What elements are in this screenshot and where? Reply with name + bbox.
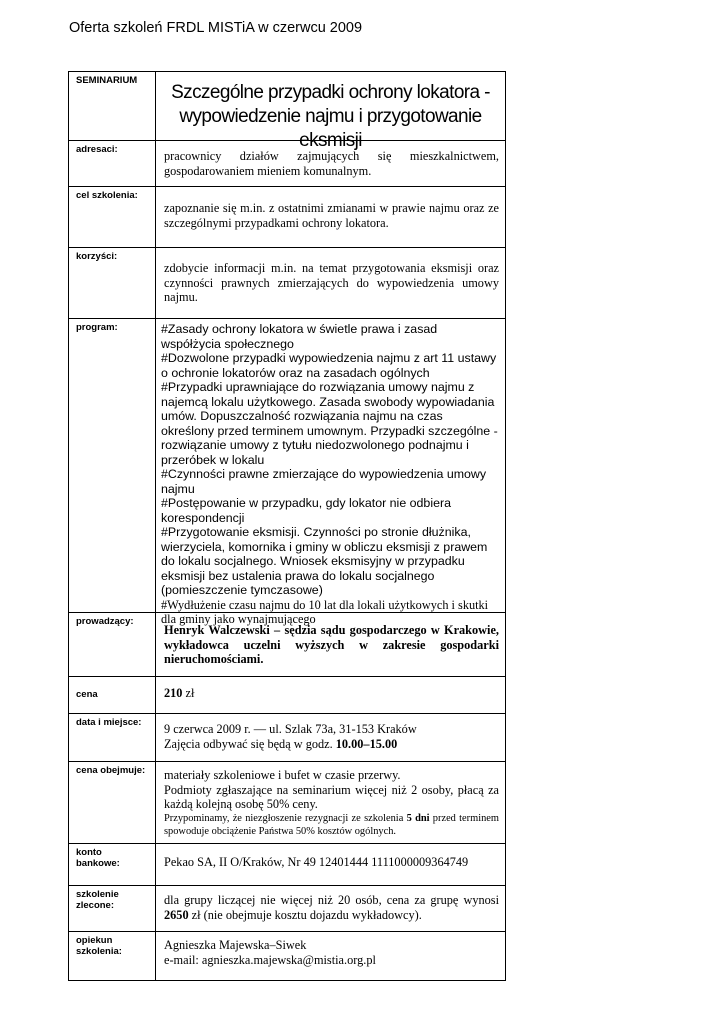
date-place-line1: 9 czerwca 2009 r. — ul. Szlak 73a, 31-153 Kraków <box>164 722 417 736</box>
label-supervisor-line2: szkolenia: <box>76 946 122 957</box>
commissioned-suffix: zł (nie obejmuje kosztu dojazdu wykładowcy). <box>191 907 422 922</box>
price-includes-line1: materiały szkoleniowe i bufet w czasie przerwy. <box>164 768 401 782</box>
label-bank-account <box>69 844 156 885</box>
hours-prefix: Zajęcia odbywać się będą w godz. <box>164 736 333 751</box>
label-supervisor <box>69 932 156 980</box>
program-item: #Zasady ochrony lokatora w świetle prawa i zasad współżycia społecznego <box>161 322 438 351</box>
row-benefits <box>69 248 505 319</box>
commissioned-amount: 2650 <box>164 907 189 922</box>
label-commissioned <box>69 886 156 931</box>
bank-account-text: Pekao SA, II O/Kraków, Nr 49 12401444 1111000009364749 <box>164 855 469 869</box>
label-benefits: korzyści: <box>69 248 156 318</box>
label-addressees: adresaci: <box>69 141 156 186</box>
price-includes-text <box>156 762 505 843</box>
price-includes-line2: Podmioty zgłaszające na seminarium więcej niż 2 osoby, płacą za każdą kolejną osobę 50% ceny. <box>164 782 499 811</box>
program-item: #Przypadki uprawniające do rozwiązania umowy najmu z najemcą lokalu użytkowego. Zasada swobody wypowiadania umów. Dopuszczalność rozwiązania najmu na czas określony przed terminem umownym. Przypadki szczególne - rozwiązanie umowy z tytułu niedozwolonego podnajmu i przeróbek w lokalu <box>161 380 498 467</box>
program-list <box>156 319 505 626</box>
label-bank-line2: bankowe: <box>76 858 120 869</box>
training-offer-table <box>68 71 506 981</box>
supervisor-text <box>156 932 505 980</box>
program-item-last: #Wydłużenie czasu najmu do 10 lat dla lokali użytkowych i skutki dla gminy jako wynajmującego <box>161 597 489 626</box>
supervisor-email[interactable]: e-mail: agnieszka.majewska@mistia.org.pl <box>164 952 376 967</box>
label-price: cena <box>69 677 156 713</box>
commissioned-prefix: dla grupy liczącej nie więcej niż 20 osób, cena za grupę wynosi <box>164 893 499 907</box>
cancellation-note <box>164 812 499 838</box>
label-commissioned-line2: zlecone: <box>76 900 115 911</box>
seminar-title: Szczególne przypadki ochrony lokatora - wypowiedzenie najmu i przygotowanie eksmisji <box>171 82 490 151</box>
label-goal: cel szkolenia: <box>69 187 156 247</box>
row-date-place <box>69 714 505 762</box>
row-addressees <box>69 141 505 187</box>
page-header: Oferta szkoleń FRDL MISTiA w czerwcu 2009 <box>69 20 363 36</box>
price-amount: 210 <box>164 686 183 700</box>
label-program: program: <box>69 319 156 612</box>
program-item: #Przygotowanie eksmisji. Czynności po stronie dłużnika, wierzyciela, komornika i gminy w obliczu eksmisji z prawem do lokalu socjalnego. Wniosek eksmisyjny w przypadku eksmisji bez ustalenia prawa do lokalu socjalnego (pomieszczenie tymczasowe) <box>161 525 488 597</box>
goal-text: zapoznanie się m.in. z ostatnimi zmianami w prawie najmu oraz ze szczególnymi przypadkami ochrony lokatora. <box>164 201 499 230</box>
date-place-text <box>156 714 505 761</box>
price-value <box>156 677 505 713</box>
date-place-line2 <box>164 737 499 752</box>
commissioned-text <box>156 886 505 931</box>
row-price-includes <box>69 762 505 844</box>
note-prefix: Przypominamy, że niezgłoszenie rezygnacji ze szkolenia <box>164 812 404 824</box>
row-trainer <box>69 613 505 677</box>
row-supervisor <box>69 932 505 980</box>
label-date-place: data i miejsce: <box>69 714 156 761</box>
price-currency: zł <box>185 686 195 700</box>
benefits-text: zdobycie informacji m.in. na temat przygotowania eksmisji oraz czynności prawnych zmierzających do wypowiedzenia umowy najmu. <box>164 261 499 304</box>
note-suffix: przed terminem spowoduje obciążenie Państwa 50% kosztów ogólnych. <box>164 812 499 837</box>
hours-value: 10.00–15.00 <box>335 736 398 751</box>
label-trainer: prowadzący: <box>69 613 156 676</box>
row-bank-account <box>69 844 505 886</box>
program-item: #Postępowanie w przypadku, gdy lokator nie odbiera korespondencji <box>161 496 451 525</box>
note-days: 5 dni <box>406 812 430 824</box>
label-price-includes: cena obejmuje: <box>69 762 156 843</box>
program-item: #Czynności prawne zmierzające do wypowiedzenia umowy najmu <box>161 467 487 496</box>
program-item: #Dozwolone przypadki wypowiedzenia najmu z art 11 ustawy o ochronie lokatorów oraz na zasadach ogólnych <box>161 351 497 380</box>
row-price <box>69 677 505 714</box>
row-goal <box>69 187 505 248</box>
label-seminar: SEMINARIUM <box>69 72 156 140</box>
label-commissioned-line1: szkolenie <box>76 889 119 900</box>
addressees-text: pracownicy działów zajmujących się mieszkalnictwem, gospodarowaniem mieniem komunalnym. <box>164 149 499 178</box>
label-supervisor-line1: opiekun <box>76 935 113 946</box>
supervisor-name: Agnieszka Majewska–Siwek <box>164 938 307 952</box>
label-bank-line1: konto <box>76 847 102 858</box>
row-commissioned <box>69 886 505 932</box>
trainer-text: Henryk Walczewski – sędzia sądu gospodarczego w Krakowie, wykładowca uczelni wyższych w zakresie gospodarki nieruchomościami. <box>164 623 499 666</box>
